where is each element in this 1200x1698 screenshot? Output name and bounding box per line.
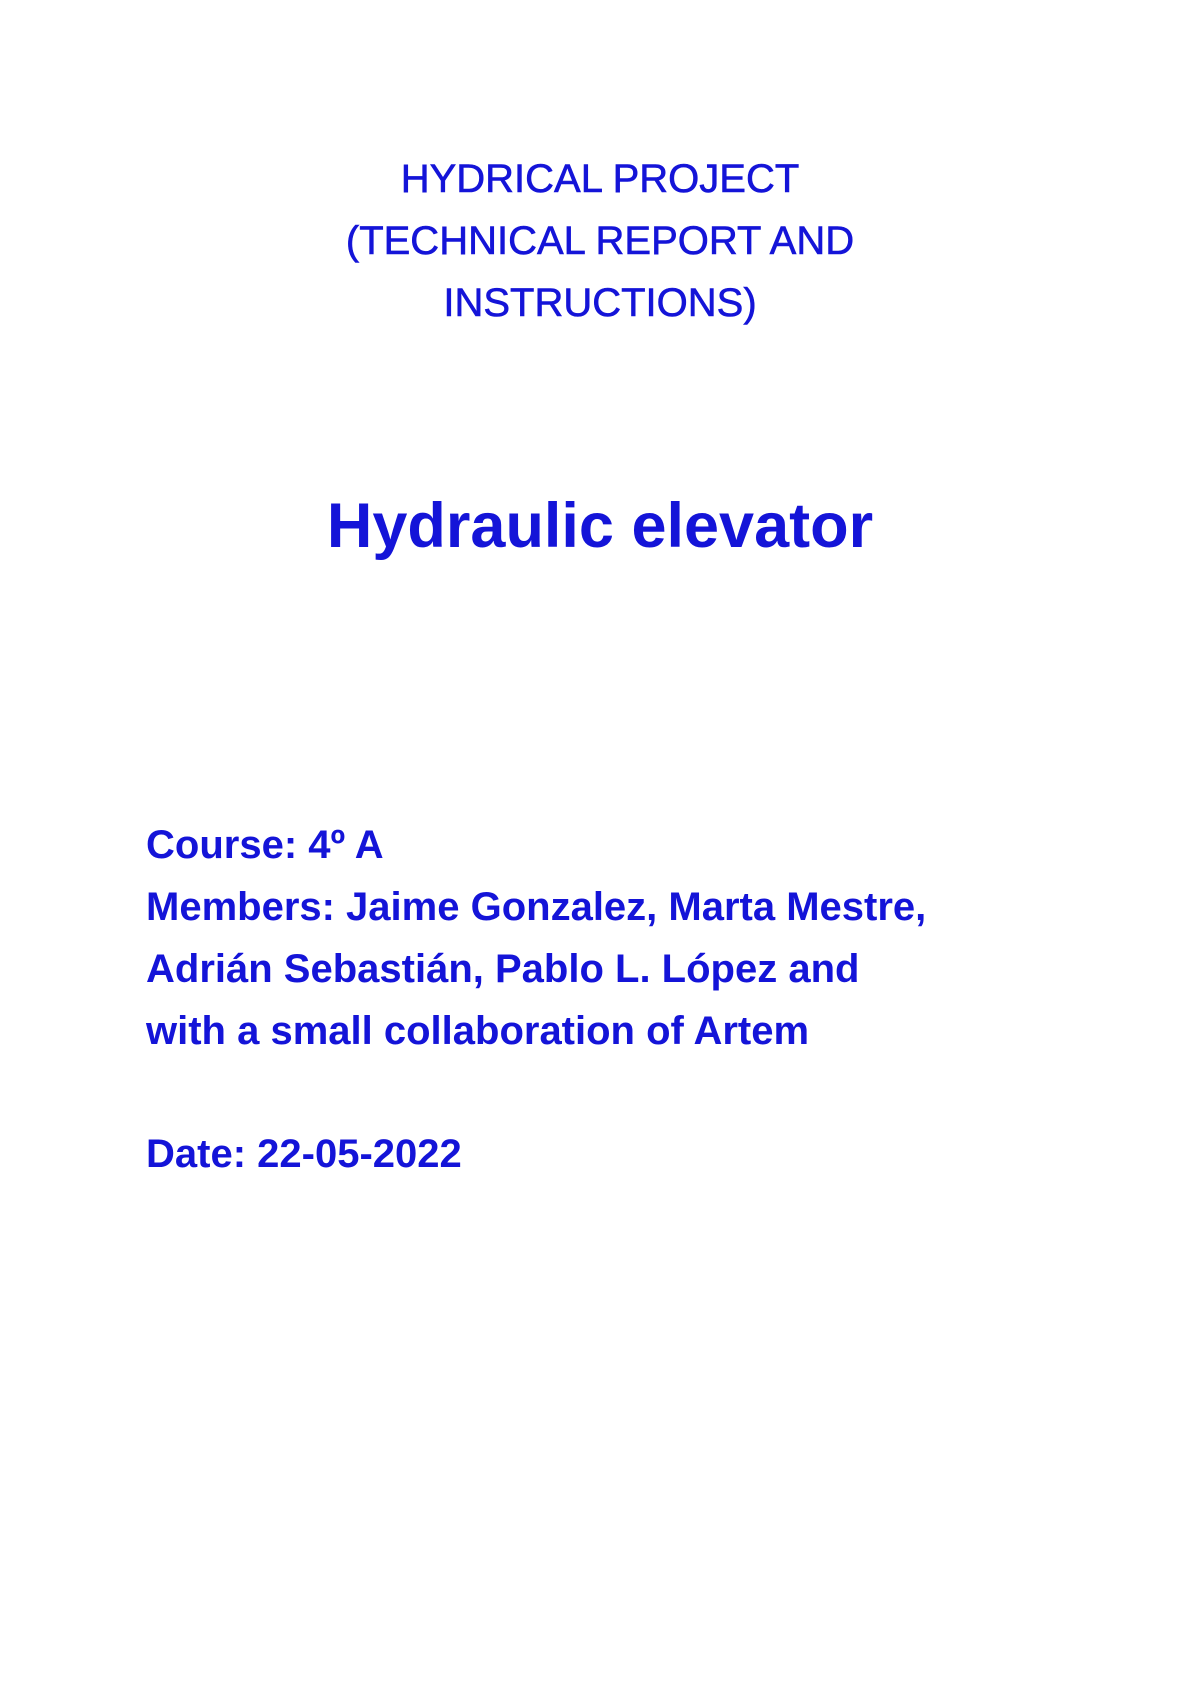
heading-line-3: INSTRUCTIONS) [443,281,757,325]
date-line: Date: 22-05-2022 [146,1132,462,1176]
heading-line-1: HYDRICAL PROJECT [400,157,800,201]
members-line-3: with a small collaboration of Artem [146,1009,810,1053]
course-line: Course: 4º A [146,823,384,867]
members-line-2: Adrián Sebastián, Pablo L. López and [146,947,860,991]
members-line-1: Members: Jaime Gonzalez, Marta Mestre, [146,885,927,929]
document-title: Hydraulic elevator [326,491,874,561]
project-details [146,814,1106,1185]
heading-line-2: (TECHNICAL REPORT AND [345,219,855,263]
project-heading [0,148,1200,334]
